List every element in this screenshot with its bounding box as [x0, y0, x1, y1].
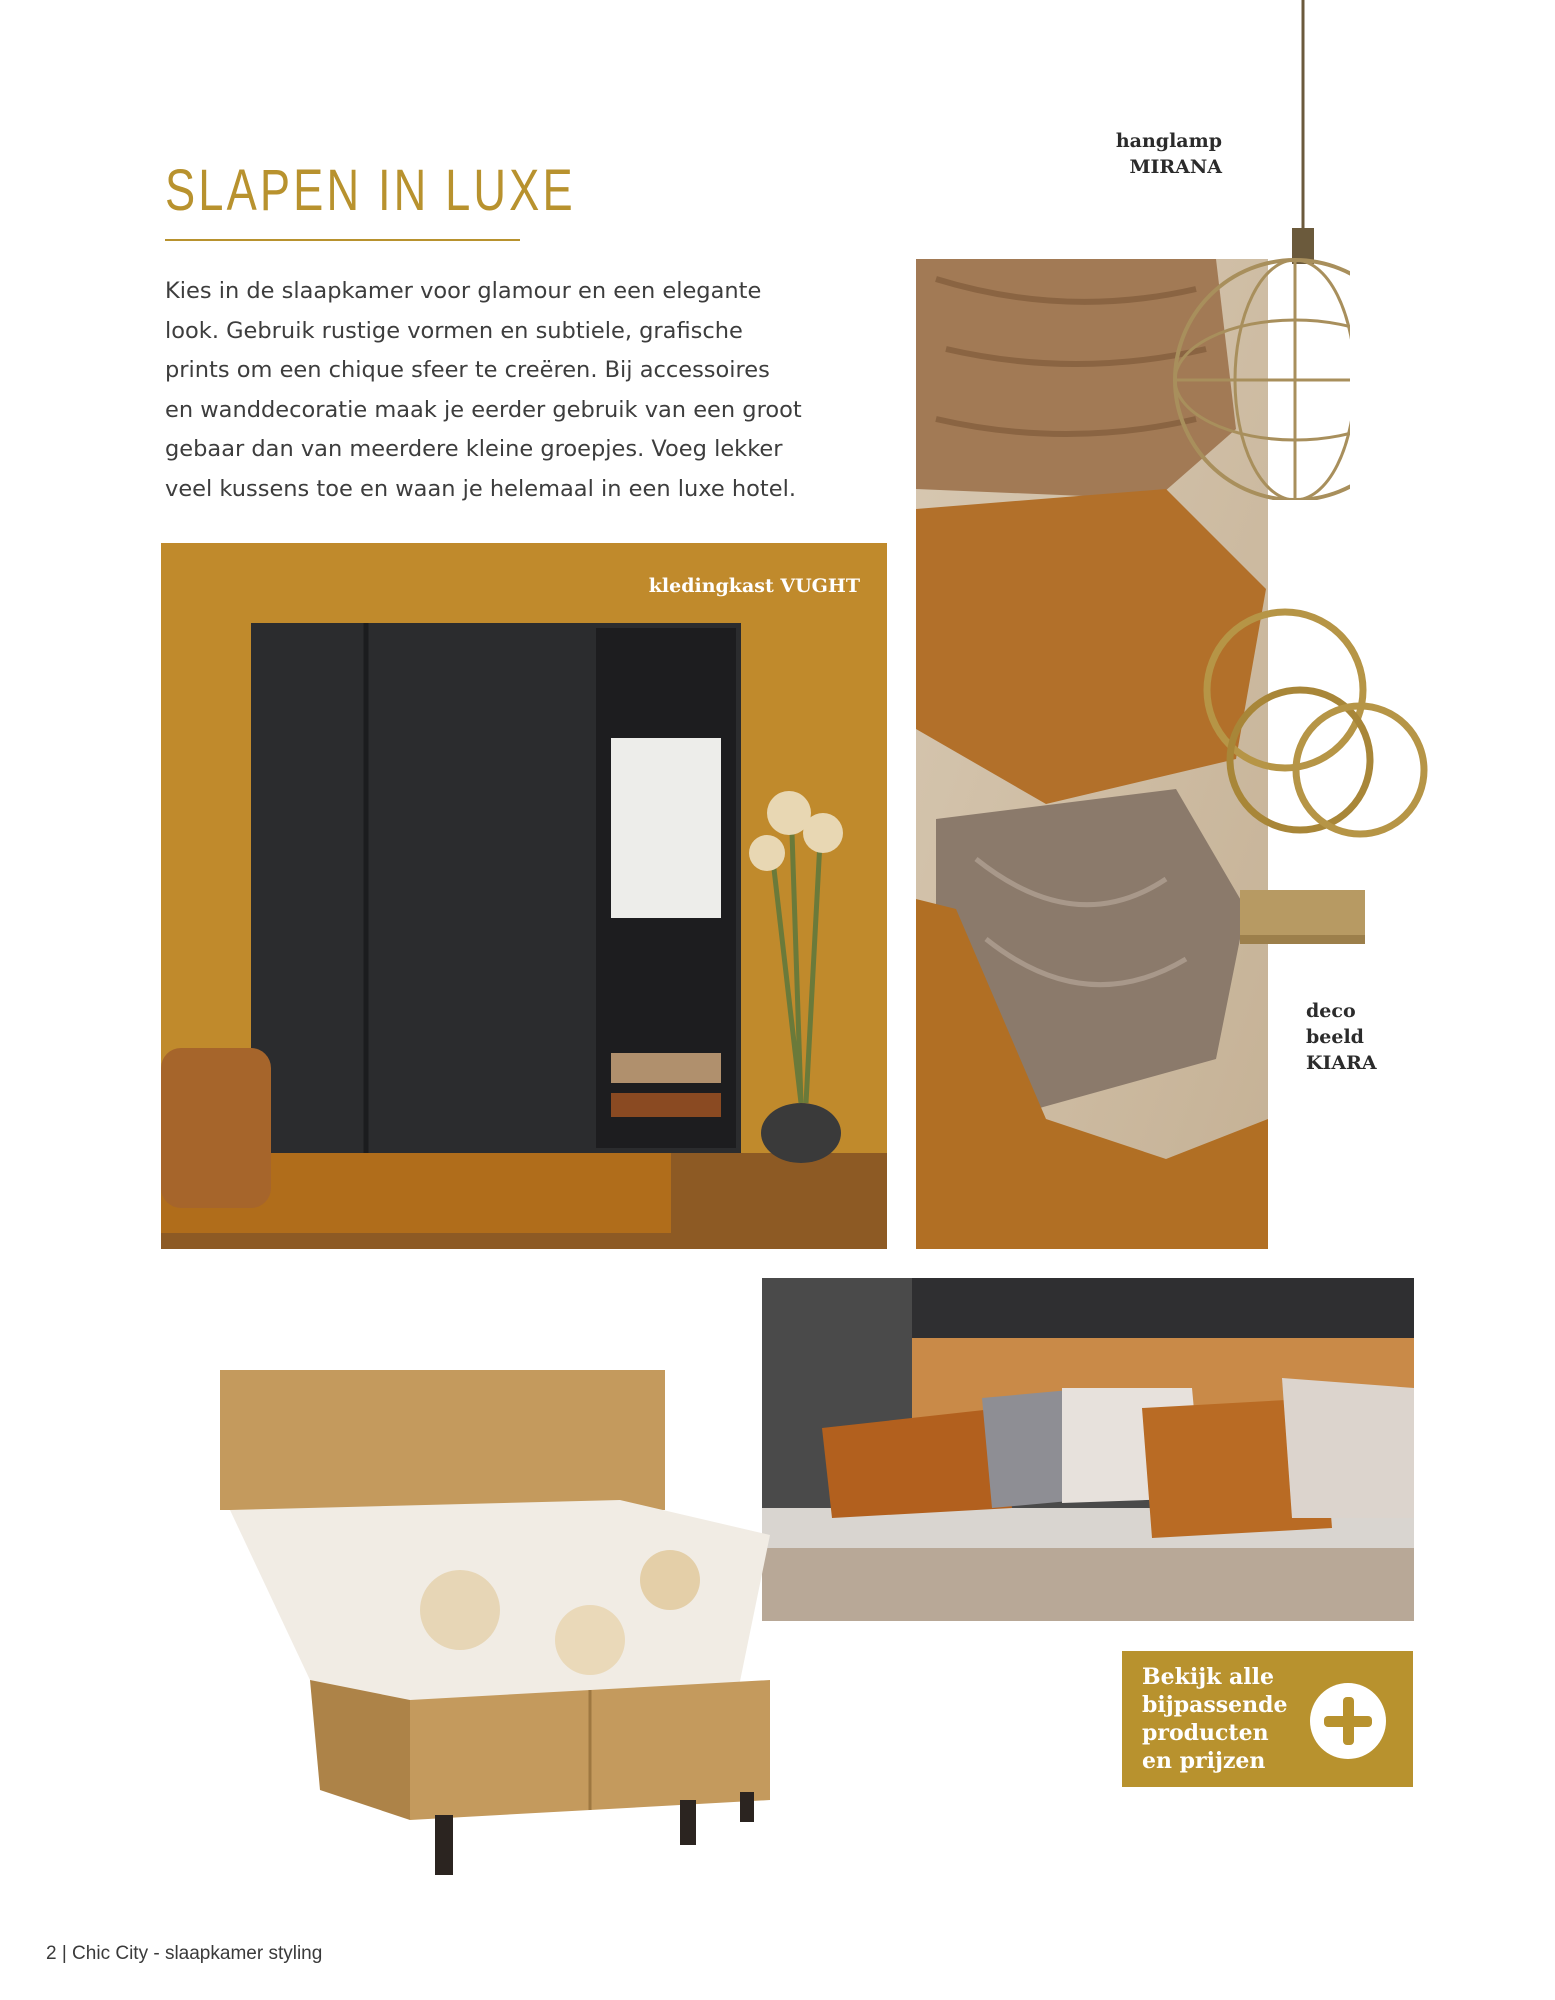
statue-label-line: beeld — [1306, 1026, 1364, 1048]
lamp-label — [1000, 128, 1222, 180]
plus-circle-icon[interactable] — [1310, 1683, 1386, 1759]
cta-line: bijpassende — [1142, 1692, 1288, 1718]
intro-line: prints om een chique sfeer te creëren. Bij accessoires — [165, 357, 770, 383]
wardrobe-label: kledingkast VUGHT — [648, 575, 860, 597]
cta-line: producten — [1142, 1720, 1269, 1746]
cta-line: Bekijk alle — [1142, 1664, 1275, 1690]
lamp-label-type: hanglamp — [1115, 130, 1222, 152]
pendant-lamp-illustration — [1130, 0, 1350, 500]
intro-line: veel kussens toe en waan je helemaal in een luxe hotel. — [165, 475, 796, 502]
page-title: SLAPEN IN LUXE — [165, 158, 576, 223]
statue-label-line: deco — [1306, 1000, 1356, 1022]
intro-paragraph — [165, 272, 825, 509]
view-products-cta[interactable] — [1122, 1651, 1413, 1787]
intro-line: look. Gebruik rustige vormen en subtiele, grafische — [165, 317, 743, 344]
wardrobe-illustration — [161, 543, 887, 1249]
cta-text — [1142, 1663, 1312, 1775]
intro-line: Kies in de slaapkamer voor glamour en een elegante — [165, 278, 762, 304]
intro-line: gebaar dan van meerdere kleine groepjes. Voeg lekker — [165, 436, 783, 462]
deco-statue-illustration — [1190, 600, 1430, 960]
statue-label-name: KIARA — [1306, 1052, 1377, 1074]
boxspring-bed-illustration — [210, 1360, 1030, 1880]
title-underline — [165, 239, 520, 241]
intro-line: en wanddecoratie maak je eerder gebruik van een groot — [165, 396, 802, 423]
statue-label — [1306, 998, 1426, 1076]
cta-line: en prijzen — [1142, 1748, 1266, 1774]
wardrobe-photo — [161, 543, 887, 1249]
lamp-label-name: MIRANA — [1129, 156, 1222, 178]
page-footer: 2 | Chic City - slaapkamer styling — [46, 1943, 323, 1964]
